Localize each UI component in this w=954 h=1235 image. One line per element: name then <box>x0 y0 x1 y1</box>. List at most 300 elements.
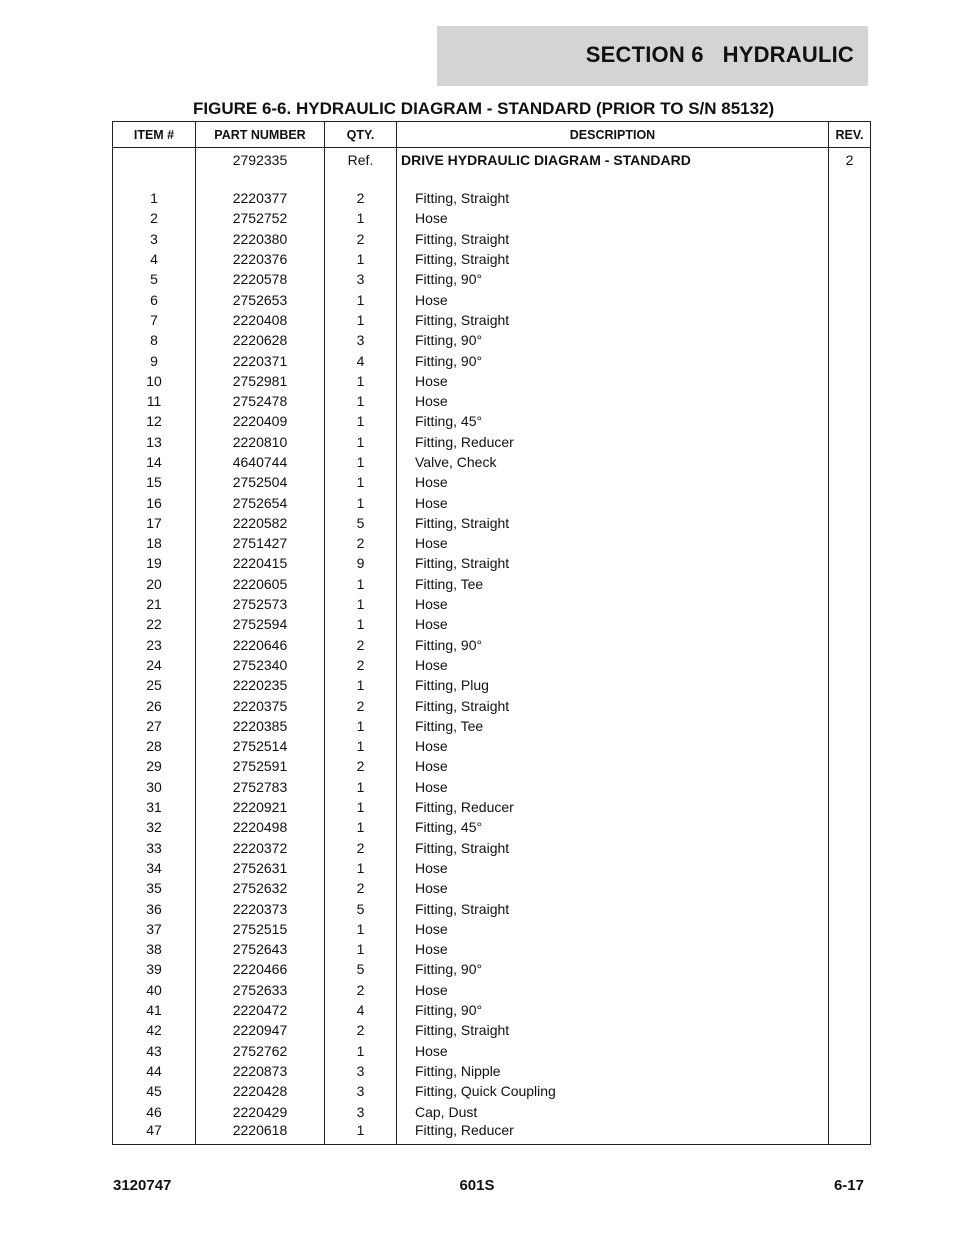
quantity: 2 <box>325 980 397 1000</box>
description: Hose <box>397 655 829 675</box>
description: Fitting, Quick Coupling <box>397 1081 829 1101</box>
item-number: 20 <box>113 574 196 594</box>
item-number: 3 <box>113 229 196 249</box>
assembly-item <box>113 148 196 189</box>
description: Hose <box>397 878 829 898</box>
quantity: 2 <box>325 188 397 208</box>
quantity: 1 <box>325 289 397 309</box>
description: Fitting, Straight <box>397 898 829 918</box>
description: Fitting, Reducer <box>397 797 829 817</box>
revision <box>829 574 871 594</box>
section-header-box <box>437 26 868 86</box>
part-number: 2220498 <box>196 817 325 837</box>
revision <box>829 1040 871 1060</box>
table-row <box>113 655 871 675</box>
item-number: 33 <box>113 838 196 858</box>
part-number: 2220428 <box>196 1081 325 1101</box>
quantity: 1 <box>325 310 397 330</box>
item-number: 12 <box>113 411 196 431</box>
table-row <box>113 310 871 330</box>
table-row <box>113 614 871 634</box>
description: Fitting, Straight <box>397 513 829 533</box>
item-number: 46 <box>113 1101 196 1121</box>
part-number: 2752654 <box>196 492 325 512</box>
description: Fitting, Plug <box>397 675 829 695</box>
table-row <box>113 1040 871 1060</box>
revision <box>829 858 871 878</box>
part-number: 2752752 <box>196 208 325 228</box>
item-number: 45 <box>113 1081 196 1101</box>
revision <box>829 878 871 898</box>
item-number: 9 <box>113 350 196 370</box>
table-row <box>113 371 871 391</box>
quantity: 5 <box>325 513 397 533</box>
table-row <box>113 229 871 249</box>
quantity: 2 <box>325 655 397 675</box>
item-number: 29 <box>113 756 196 776</box>
quantity: 1 <box>325 208 397 228</box>
item-number: 39 <box>113 959 196 979</box>
table-header-row <box>113 122 871 148</box>
part-number: 2752591 <box>196 756 325 776</box>
description: Fitting, Reducer <box>397 432 829 452</box>
part-number: 2752515 <box>196 919 325 939</box>
revision <box>829 797 871 817</box>
quantity: 1 <box>325 371 397 391</box>
description: Hose <box>397 756 829 776</box>
item-number: 30 <box>113 777 196 797</box>
quantity: 1 <box>325 939 397 959</box>
column-header-part-number: PART NUMBER <box>196 122 325 148</box>
table-row <box>113 391 871 411</box>
description: Fitting, Nipple <box>397 1061 829 1081</box>
table-row <box>113 249 871 269</box>
quantity: 1 <box>325 432 397 452</box>
description: Fitting, Tee <box>397 716 829 736</box>
table-row <box>113 675 871 695</box>
description: Fitting, Straight <box>397 310 829 330</box>
table-row <box>113 574 871 594</box>
table-row <box>113 919 871 939</box>
item-number: 38 <box>113 939 196 959</box>
description: Fitting, 90° <box>397 269 829 289</box>
description: Hose <box>397 208 829 228</box>
item-number: 17 <box>113 513 196 533</box>
assembly-part-number: 2792335 <box>196 148 325 189</box>
revision <box>829 432 871 452</box>
revision <box>829 756 871 776</box>
revision <box>829 452 871 472</box>
item-number: 22 <box>113 614 196 634</box>
revision <box>829 939 871 959</box>
revision <box>829 1000 871 1020</box>
part-number: 2751427 <box>196 533 325 553</box>
table-row <box>113 1061 871 1081</box>
revision <box>829 817 871 837</box>
part-number: 2752653 <box>196 289 325 309</box>
item-number: 6 <box>113 289 196 309</box>
description: Hose <box>397 492 829 512</box>
description: Hose <box>397 980 829 1000</box>
quantity: 1 <box>325 716 397 736</box>
item-number: 15 <box>113 472 196 492</box>
item-number: 2 <box>113 208 196 228</box>
revision <box>829 350 871 370</box>
table-row <box>113 635 871 655</box>
part-number: 2220947 <box>196 1020 325 1040</box>
revision <box>829 919 871 939</box>
quantity: 4 <box>325 350 397 370</box>
part-number: 2220385 <box>196 716 325 736</box>
table-row <box>113 716 871 736</box>
quantity: 1 <box>325 574 397 594</box>
revision <box>829 330 871 350</box>
table-row <box>113 878 871 898</box>
revision <box>829 411 871 431</box>
description: Fitting, Straight <box>397 188 829 208</box>
table-row <box>113 513 871 533</box>
quantity: 5 <box>325 898 397 918</box>
part-number: 2752478 <box>196 391 325 411</box>
item-number: 27 <box>113 716 196 736</box>
part-number: 2752594 <box>196 614 325 634</box>
quantity: 2 <box>325 878 397 898</box>
revision <box>829 635 871 655</box>
part-number: 2752643 <box>196 939 325 959</box>
quantity: 1 <box>325 919 397 939</box>
table-row <box>113 1122 871 1145</box>
part-number: 2752783 <box>196 777 325 797</box>
description: Hose <box>397 919 829 939</box>
quantity: 9 <box>325 553 397 573</box>
table-row <box>113 817 871 837</box>
quantity: 2 <box>325 756 397 776</box>
item-number: 44 <box>113 1061 196 1081</box>
revision <box>829 777 871 797</box>
part-number: 2752981 <box>196 371 325 391</box>
part-number: 2752504 <box>196 472 325 492</box>
part-number: 2220810 <box>196 432 325 452</box>
description: Fitting, 90° <box>397 959 829 979</box>
revision <box>829 980 871 1000</box>
description: Cap, Dust <box>397 1101 829 1121</box>
part-number: 2220472 <box>196 1000 325 1020</box>
assembly-description: DRIVE HYDRAULIC DIAGRAM - STANDARD <box>397 148 829 189</box>
item-number: 24 <box>113 655 196 675</box>
quantity: 1 <box>325 614 397 634</box>
part-number: 2220377 <box>196 188 325 208</box>
quantity: 3 <box>325 1061 397 1081</box>
description: Hose <box>397 391 829 411</box>
revision <box>829 533 871 553</box>
part-number: 2752632 <box>196 878 325 898</box>
quantity: 2 <box>325 1020 397 1040</box>
table-row <box>113 959 871 979</box>
description: Hose <box>397 533 829 553</box>
quantity: 1 <box>325 858 397 878</box>
description: Hose <box>397 736 829 756</box>
item-number: 35 <box>113 878 196 898</box>
item-number: 31 <box>113 797 196 817</box>
description: Fitting, Straight <box>397 695 829 715</box>
table-row <box>113 838 871 858</box>
item-number: 1 <box>113 188 196 208</box>
part-number: 4640744 <box>196 452 325 472</box>
part-number: 2752631 <box>196 858 325 878</box>
description: Fitting, 90° <box>397 635 829 655</box>
table-row <box>113 432 871 452</box>
description: Hose <box>397 289 829 309</box>
part-number: 2220373 <box>196 898 325 918</box>
table-row <box>113 898 871 918</box>
item-number: 36 <box>113 898 196 918</box>
revision <box>829 1061 871 1081</box>
description: Hose <box>397 858 829 878</box>
part-number: 2752340 <box>196 655 325 675</box>
part-number: 2752514 <box>196 736 325 756</box>
revision <box>829 269 871 289</box>
section-title: SECTION 6 HYDRAULIC <box>585 42 854 67</box>
revision <box>829 1081 871 1101</box>
footer-page-number: 6-17 <box>833 1177 864 1194</box>
quantity: 1 <box>325 797 397 817</box>
quantity: 1 <box>325 411 397 431</box>
revision <box>829 188 871 208</box>
revision <box>829 289 871 309</box>
description: Fitting, Straight <box>397 553 829 573</box>
item-number: 21 <box>113 594 196 614</box>
quantity: 1 <box>325 492 397 512</box>
quantity: 2 <box>325 229 397 249</box>
column-header-description: DESCRIPTION <box>397 122 829 148</box>
table-row <box>113 736 871 756</box>
figure-title: FIGURE 6-6. HYDRAULIC DIAGRAM - STANDARD (PRIOR TO S/N 85132) <box>193 99 775 118</box>
item-number: 8 <box>113 330 196 350</box>
part-number: 2220415 <box>196 553 325 573</box>
revision <box>829 716 871 736</box>
assembly-rev: 2 <box>829 148 871 189</box>
part-number: 2220408 <box>196 310 325 330</box>
assembly-qty: Ref. <box>325 148 397 189</box>
part-number: 2220372 <box>196 838 325 858</box>
quantity: 2 <box>325 695 397 715</box>
table-row <box>113 1000 871 1020</box>
table-row <box>113 553 871 573</box>
quantity: 2 <box>325 533 397 553</box>
quantity: 1 <box>325 391 397 411</box>
item-number: 19 <box>113 553 196 573</box>
revision <box>829 838 871 858</box>
revision <box>829 472 871 492</box>
part-number: 2220582 <box>196 513 325 533</box>
revision <box>829 249 871 269</box>
item-number: 28 <box>113 736 196 756</box>
table-row <box>113 756 871 776</box>
part-number: 2752762 <box>196 1040 325 1060</box>
item-number: 37 <box>113 919 196 939</box>
item-number: 34 <box>113 858 196 878</box>
column-header-qty: QTY. <box>325 122 397 148</box>
description: Hose <box>397 594 829 614</box>
item-number: 5 <box>113 269 196 289</box>
table-row <box>113 594 871 614</box>
item-number: 43 <box>113 1040 196 1060</box>
item-number: 40 <box>113 980 196 1000</box>
quantity: 1 <box>325 594 397 614</box>
description: Hose <box>397 472 829 492</box>
revision <box>829 959 871 979</box>
description: Hose <box>397 614 829 634</box>
revision <box>829 513 871 533</box>
description: Valve, Check <box>397 452 829 472</box>
revision <box>829 371 871 391</box>
revision <box>829 1020 871 1040</box>
table-row <box>113 797 871 817</box>
table-row <box>113 330 871 350</box>
description: Fitting, Straight <box>397 229 829 249</box>
table-row <box>113 188 871 208</box>
revision <box>829 553 871 573</box>
description: Fitting, 90° <box>397 330 829 350</box>
description: Fitting, Straight <box>397 249 829 269</box>
table-row <box>113 289 871 309</box>
quantity: 3 <box>325 269 397 289</box>
quantity: 1 <box>325 452 397 472</box>
part-number: 2220376 <box>196 249 325 269</box>
description: Hose <box>397 1040 829 1060</box>
assembly-row <box>113 148 871 189</box>
part-number: 2220375 <box>196 695 325 715</box>
quantity: 3 <box>325 330 397 350</box>
table-row <box>113 695 871 715</box>
quantity: 1 <box>325 472 397 492</box>
item-number: 23 <box>113 635 196 655</box>
description: Fitting, 45° <box>397 817 829 837</box>
parts-table <box>112 121 871 1145</box>
revision <box>829 655 871 675</box>
revision <box>829 695 871 715</box>
quantity: 1 <box>325 1122 397 1145</box>
item-number: 25 <box>113 675 196 695</box>
quantity: 1 <box>325 1040 397 1060</box>
table-row <box>113 1081 871 1101</box>
revision <box>829 594 871 614</box>
revision <box>829 1101 871 1121</box>
revision <box>829 208 871 228</box>
quantity: 3 <box>325 1101 397 1121</box>
quantity: 3 <box>325 1081 397 1101</box>
item-number: 42 <box>113 1020 196 1040</box>
part-number: 2220380 <box>196 229 325 249</box>
revision <box>829 391 871 411</box>
quantity: 1 <box>325 736 397 756</box>
revision <box>829 675 871 695</box>
part-number: 2220605 <box>196 574 325 594</box>
description: Fitting, Tee <box>397 574 829 594</box>
item-number: 16 <box>113 492 196 512</box>
part-number: 2220466 <box>196 959 325 979</box>
revision <box>829 492 871 512</box>
column-header-rev: REV. <box>829 122 871 148</box>
part-number: 2220618 <box>196 1122 325 1145</box>
part-number: 2752573 <box>196 594 325 614</box>
item-number: 14 <box>113 452 196 472</box>
table-row <box>113 492 871 512</box>
item-number: 47 <box>113 1122 196 1145</box>
quantity: 2 <box>325 838 397 858</box>
item-number: 32 <box>113 817 196 837</box>
description: Fitting, 45° <box>397 411 829 431</box>
table-row <box>113 533 871 553</box>
description: Hose <box>397 371 829 391</box>
quantity: 1 <box>325 777 397 797</box>
item-number: 41 <box>113 1000 196 1020</box>
item-number: 7 <box>113 310 196 330</box>
description: Fitting, 90° <box>397 1000 829 1020</box>
revision <box>829 736 871 756</box>
quantity: 2 <box>325 635 397 655</box>
description: Hose <box>397 939 829 959</box>
item-number: 13 <box>113 432 196 452</box>
item-number: 26 <box>113 695 196 715</box>
revision <box>829 1122 871 1145</box>
description: Hose <box>397 777 829 797</box>
table-row <box>113 980 871 1000</box>
table-row <box>113 411 871 431</box>
table-row <box>113 472 871 492</box>
table-row <box>113 1020 871 1040</box>
revision <box>829 898 871 918</box>
part-number: 2752633 <box>196 980 325 1000</box>
quantity: 1 <box>325 675 397 695</box>
revision <box>829 614 871 634</box>
item-number: 10 <box>113 371 196 391</box>
quantity: 5 <box>325 959 397 979</box>
footer-model: 601S <box>459 1177 495 1194</box>
table-row <box>113 939 871 959</box>
footer-manual-number: 3120747 <box>113 1177 172 1194</box>
description: Fitting, Straight <box>397 1020 829 1040</box>
table-row <box>113 1101 871 1121</box>
part-number: 2220921 <box>196 797 325 817</box>
part-number: 2220873 <box>196 1061 325 1081</box>
quantity: 4 <box>325 1000 397 1020</box>
part-number: 2220409 <box>196 411 325 431</box>
item-number: 18 <box>113 533 196 553</box>
table-row <box>113 208 871 228</box>
revision <box>829 229 871 249</box>
table-row <box>113 350 871 370</box>
table-row <box>113 777 871 797</box>
quantity: 1 <box>325 817 397 837</box>
item-number: 11 <box>113 391 196 411</box>
part-number: 2220628 <box>196 330 325 350</box>
column-header-item: ITEM # <box>113 122 196 148</box>
item-number: 4 <box>113 249 196 269</box>
table-row <box>113 452 871 472</box>
part-number: 2220371 <box>196 350 325 370</box>
table-row <box>113 269 871 289</box>
quantity: 1 <box>325 249 397 269</box>
part-number: 2220235 <box>196 675 325 695</box>
description: Fitting, Straight <box>397 838 829 858</box>
description: Fitting, 90° <box>397 350 829 370</box>
table-row <box>113 858 871 878</box>
revision <box>829 310 871 330</box>
part-number: 2220646 <box>196 635 325 655</box>
part-number: 2220578 <box>196 269 325 289</box>
part-number: 2220429 <box>196 1101 325 1121</box>
